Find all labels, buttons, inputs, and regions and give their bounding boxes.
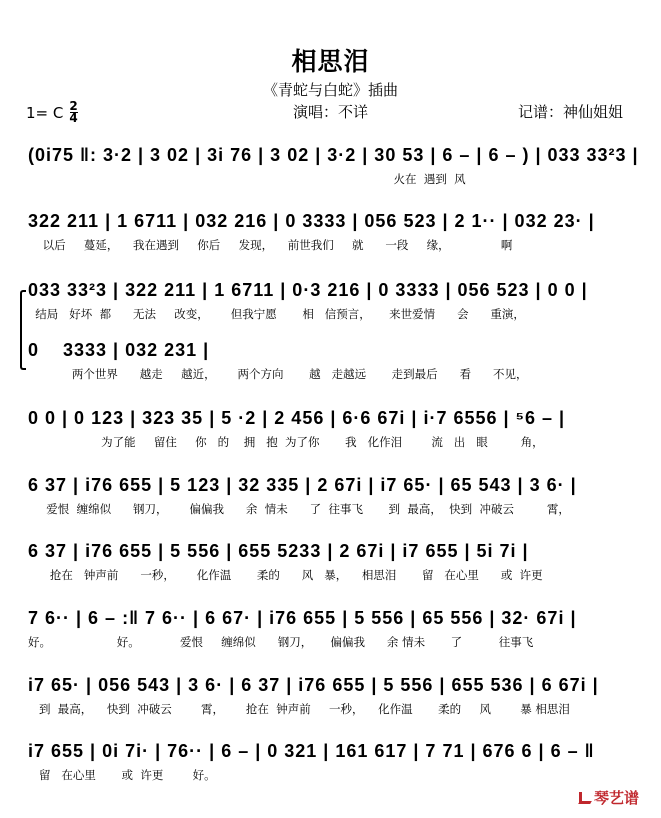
notation-line: 6 37 | i76 655 | 5 556 | 655 5233 | 2 67i | i7 655 | 5i 7i | [28,541,529,561]
notation-line: (0i75 ‖: 3·2 | 3 02 | 3i 76 | 3 02 | 3·2 | 30 53 | 6 – | 6 – ) | 033 33²3 | [28,145,639,165]
brand-name: 琴艺谱 [593,789,639,807]
lyrics-line: 留 在心里 或 许更 好。 [28,768,216,782]
song-title: 相思泪 [291,47,370,76]
lyrics-line: 到 最高， 快到 冲破云 霄， 抢在 钟声前 一秒， 化作温 柔的 风 暴 相思泪 [28,702,570,716]
notation-line: 7 6·· | 6 – :‖ 7 6·· | 6 67· | i76 655 | 5 556 | 65 556 | 32· 67i | [28,608,577,628]
notation-line: i7 65· | 056 543 | 3 6· | 6 37 | i76 655 | 5 556 | 655 536 | 6 67i | [28,675,599,695]
notation-line: i7 655 | 0i 7i· | 76·· | 6 – | 0 321 | 161 617 | 7 71 | 676 6 | 6 – ‖ [28,741,595,761]
notation-line: 0 3333 | 032 231 | [28,340,210,360]
watermark-logo [578,787,639,808]
lyrics-line: 火在 遇到 风 [28,172,466,186]
transcriber-credit: 记谱：神仙姐姐 [517,103,623,121]
lyrics-line: 为了能 留住 你 的 拥 抱 为了你 我 化作泪 流 出 眼 角， [28,435,544,449]
notation-line: 033 33²3 | 322 211 | 1 6711 | 0·3 216 | 0 3333 | 056 523 | 0 0 | [28,280,588,300]
lyrics-line: 爱恨 缠绵似 钢刀， 偏偏我 余 情未 了 往事飞 到 最高， 快到 冲破云 霄， [28,502,570,516]
lyrics-line: 结局 好坏 都 无法 改变， 但我宁愿 相 信预言， 来世爱情 会 重演， [28,307,525,321]
notation-line: 0 0 | 0 123 | 323 35 | 5 ·2 | 2 456 | 6·6 67i | i·7 6556 | ⁵6 – | [28,408,566,428]
song-subtitle: 《青蛇与白蛇》插曲 [262,81,398,99]
lyrics-line: 两个世界 越走 越近， 两个方向 越 走越远 走到最后 看 不见， [28,367,528,381]
singer-credit: 演唱：不详 [292,103,368,121]
lyrics-line: 抢在 钟声前 一秒， 化作温 柔的 风 暴， 相思泪 留 在心里 或 许更 [28,568,543,582]
lyrics-line: 好。 好。 爱恨 缠绵似 钢刀， 偏偏我 余 情未 了 往事飞 [28,635,534,649]
lyrics-line: 以后 蔓延， 我在遇到 你后 发现， 前世我们 就 一段 缘， 啊 [28,238,513,252]
verse-bracket [20,290,26,370]
notation-line: 6 37 | i76 655 | 5 123 | 32 335 | 2 67i | i7 65· | 65 543 | 3 6· | [28,475,577,495]
key-label: 1= C [26,103,64,122]
notation-line: 322 211 | 1 6711 | 032 216 | 0 3333 | 056 523 | 2 1·· | 032 23· | [28,211,595,231]
time-signature-bottom: 4 [69,111,78,125]
time-signature-top: 2 [69,99,78,113]
brand-mark-icon [578,791,592,805]
